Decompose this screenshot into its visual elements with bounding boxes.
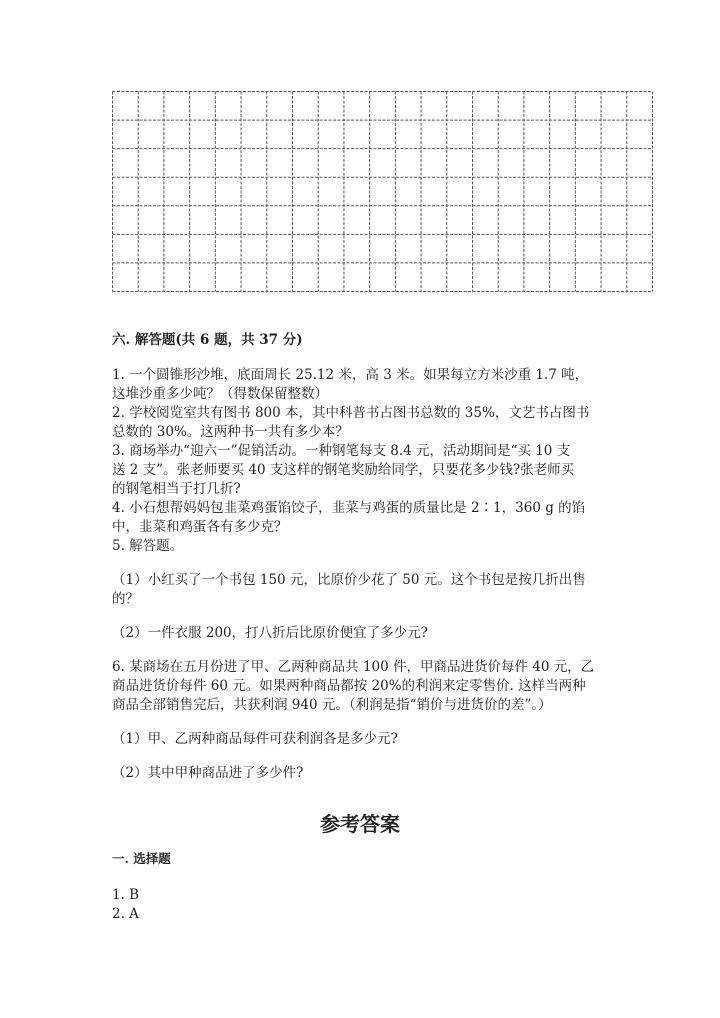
question-line: 1. 一个圆锥形沙堆，底面周长 25.12 米，高 3 米。如果每立方米沙重 1.7 吨，: [112, 367, 589, 383]
question-6: 商品进货价每件 60 元。如果两种商品都按 20%的利润来定零售价. 这样当两种: [112, 678, 586, 694]
question-line: 3. 商场举办“迎六一”促销活动。一种钢笔每支 8.4 元，活动期间是“买 10 支: [112, 443, 571, 459]
question-line: 送 2 支”。张老师要买 40 支这样的钢笔奖励给同学，只要花多少钱?张老师买: [112, 462, 575, 478]
section-6-heading: 六. 解答题(共 6 题，共 37 分): [112, 332, 303, 348]
writing-grid: [112, 91, 653, 292]
answer-item: 2. A: [112, 906, 139, 922]
question-line: 4. 小石想帮妈妈包韭菜鸡蛋馅饺子，韭菜与鸡蛋的质量比是 2∶1，360 g 的馅: [112, 500, 586, 516]
question-line: 总数的 30%。这两种书一共有多少本？: [112, 424, 349, 440]
question-6-2: （2）其中甲种商品进了多少件?: [112, 765, 304, 781]
question-line: 2. 学校阅览室共有图书 800 本，其中科普书占图书总数的 35%，文艺书占图书: [112, 405, 590, 421]
question-6: 商品全部销售完后，共获利润 940 元。（利润是指“销价与进货价的差”。）: [112, 697, 552, 713]
question-5-1-cont: 的？: [112, 591, 139, 607]
question-line: 中，韭菜和鸡蛋各有多少克？: [112, 519, 288, 535]
question-6: 6. 某商场在五月份进了甲、乙两种商品共 100 件，甲商品进货价每件 40 元，乙: [112, 659, 595, 675]
answer-item: 1. B: [112, 887, 140, 903]
answers-title: 参考答案: [320, 812, 400, 836]
question-6-1: （1）甲、乙两种商品每件可获利润各是多少元?: [112, 731, 398, 747]
answers-section-1: 一. 选择题: [112, 851, 171, 866]
question-line: 这堆沙重多少吨？（得数保留整数）: [112, 386, 328, 402]
question-5-2: （2）一件衣服 200，打八折后比原价便宜了多少元?: [112, 625, 428, 641]
question-5-1: （1）小红买了一个书包 150 元，比原价少花了 50 元。这个书包是按几折出售: [112, 572, 586, 588]
question-line: 5. 解答题。: [112, 538, 184, 554]
question-line: 的钢笔相当于打几折?: [112, 481, 241, 497]
